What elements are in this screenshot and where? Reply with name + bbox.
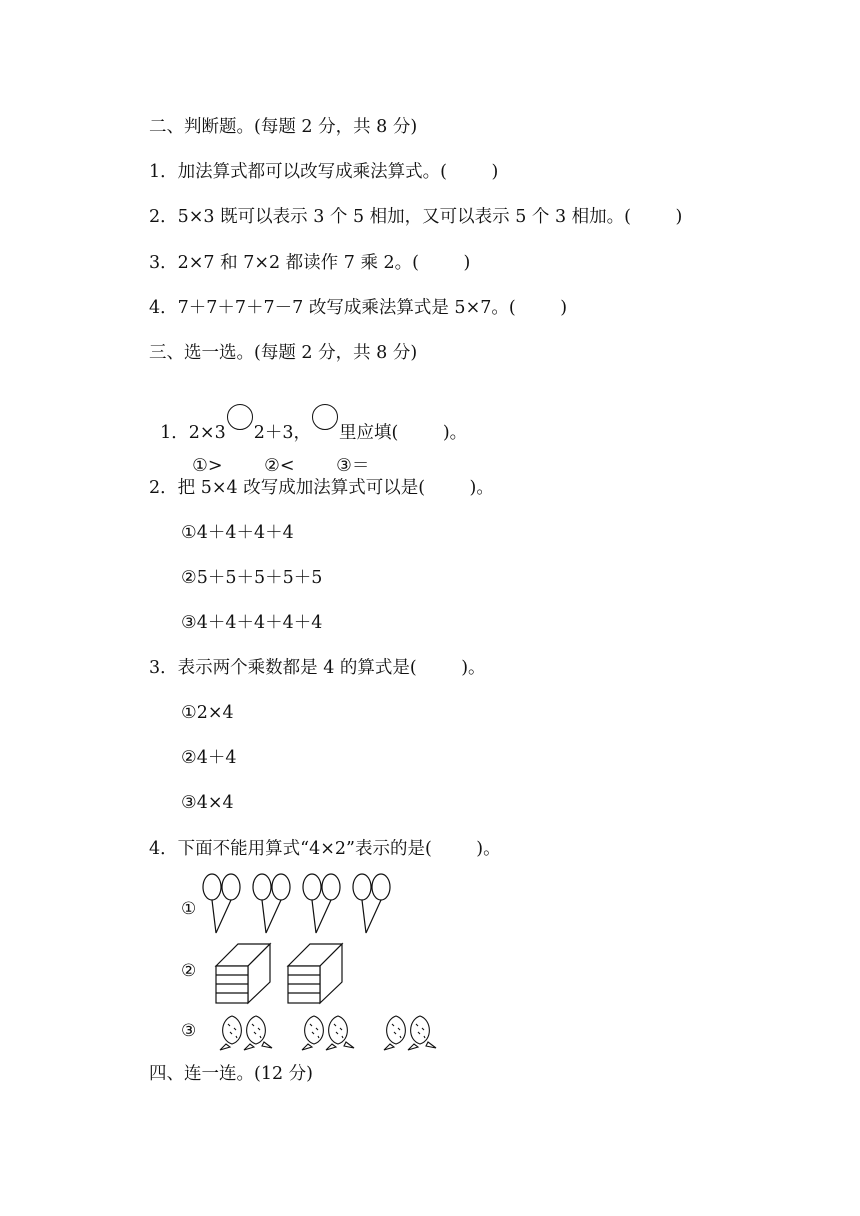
- stacked-boxes-group-icon: [212, 942, 362, 1006]
- q1-text-c: 里应填( )。: [339, 423, 468, 443]
- balloon-pair-icon: [203, 874, 240, 933]
- balloon-pair-icon: [253, 874, 290, 933]
- q2-option-2: ②5＋5＋5＋5＋5: [181, 568, 323, 588]
- q1-text-a: 1．2×3: [160, 423, 226, 443]
- peach-pair-icon: [384, 1016, 436, 1050]
- section-heading-judgement: 二、判断题。(每题 2 分，共 8 分): [149, 117, 418, 137]
- q4-picture-label-1: ①: [181, 899, 197, 919]
- q2-option-1: ①4＋4＋4＋4: [181, 523, 294, 543]
- q3-option-1: ①2×4: [181, 703, 234, 723]
- balloon-pair-icon: [303, 874, 340, 933]
- q1-option-1: ①>: [192, 456, 223, 476]
- q3-option-3: ③4×4: [181, 793, 234, 813]
- q1-text-b: 2＋3，: [253, 423, 311, 443]
- choice-question-3: 3．表示两个乘数都是 4 的算式是( )。: [149, 658, 486, 678]
- q4-picture-label-2: ②: [181, 961, 197, 981]
- q1-option-3: ③＝: [336, 456, 370, 476]
- balloon-group-icon: [200, 870, 400, 936]
- peach-pair-icon: [302, 1016, 354, 1050]
- judgement-item-4: 4．7＋7＋7＋7－7 改写成乘法算式是 5×7。( ): [149, 298, 568, 318]
- peach-pair-icon: [220, 1016, 272, 1050]
- compare-circle-icon: [312, 404, 338, 430]
- stacked-boxes-icon: [216, 944, 270, 1003]
- q1-option-2: ②<: [264, 456, 295, 476]
- q2-option-3: ③4＋4＋4＋4＋4: [181, 613, 323, 633]
- judgement-item-2: 2．5×3 既可以表示 3 个 5 相加，又可以表示 5 个 3 相加。( ): [149, 207, 683, 227]
- section-heading-matching: 四、连一连。(12 分): [149, 1064, 313, 1084]
- judgement-item-3: 3．2×7 和 7×2 都读作 7 乘 2。( ): [149, 253, 471, 273]
- choice-question-2: 2．把 5×4 改写成加法算式可以是( )。: [149, 478, 494, 498]
- choice-question-4: 4．下面不能用算式“4×2”表示的是( )。: [149, 839, 501, 859]
- q4-picture-label-3: ③: [181, 1021, 197, 1041]
- section-heading-choice: 三、选一选。(每题 2 分，共 8 分): [149, 343, 418, 363]
- balloon-pair-icon: [353, 874, 390, 933]
- stacked-boxes-icon: [288, 944, 342, 1003]
- q3-option-2: ②4＋4: [181, 748, 237, 768]
- judgement-item-1: 1．加法算式都可以改写成乘法算式。( ): [149, 162, 499, 182]
- compare-circle-icon: [227, 404, 253, 430]
- q1-options: [181, 430, 408, 478]
- peach-group-icon: [216, 1010, 446, 1052]
